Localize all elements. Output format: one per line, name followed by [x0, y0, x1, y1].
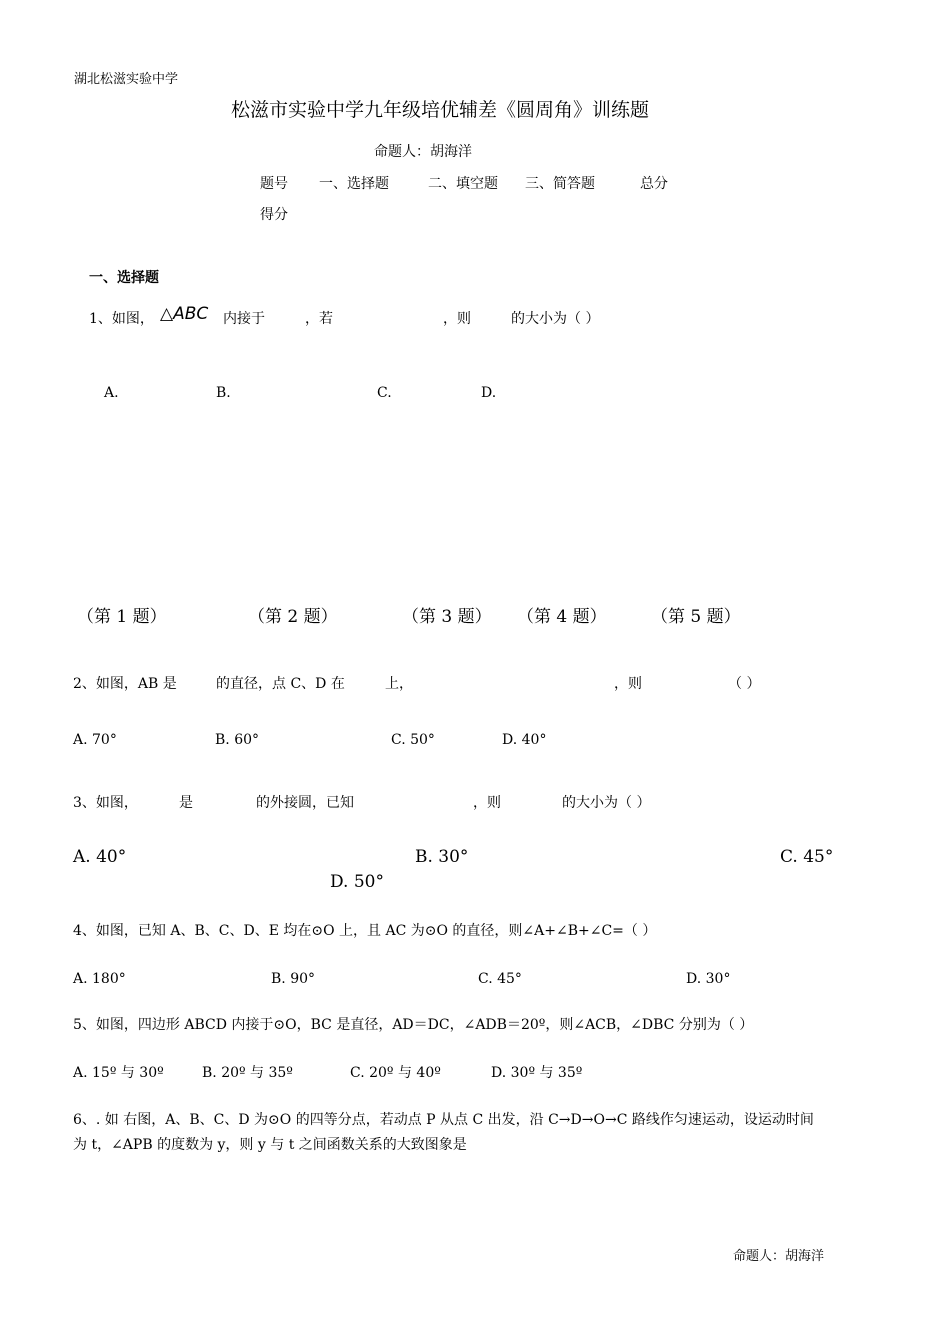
q2-text-4: ，则 — [614, 676, 642, 692]
score-cell-total: 总分 — [640, 176, 668, 192]
q2-option-b: B. 60° — [215, 732, 260, 748]
triangle-abc-formula: △ABC — [160, 304, 209, 324]
footer-author: 命题人：胡海洋 — [733, 1249, 825, 1264]
q4-option-c: C. 45° — [478, 971, 522, 987]
figure-label-4: （第 4 题） — [517, 607, 607, 627]
q2-option-a: A. 70° — [73, 732, 117, 748]
q4-option-d: D. 30° — [686, 971, 731, 987]
figure-label-3: （第 3 题） — [402, 607, 492, 627]
q1-text-2: ，若 — [305, 311, 333, 327]
q4-option-b: B. 90° — [271, 971, 316, 987]
section-title-choice: 一、选择题 — [89, 270, 159, 286]
q2-text-5: （ ） — [728, 676, 761, 692]
q3-option-b: B. 30° — [415, 847, 469, 867]
q1-option-d: D. — [481, 385, 497, 401]
q5-option-d: D. 30º 与 35º — [491, 1065, 583, 1081]
q3-text-1: 3、如图， — [73, 795, 138, 811]
q1-option-a: A. — [104, 385, 119, 401]
score-cell-score: 得分 — [260, 207, 288, 223]
score-cell-section3: 三、简答题 — [525, 176, 595, 192]
q2-text-1: 2、如图，AB 是 — [73, 676, 177, 692]
q4-text: 4、如图，已知 A、B、C、D、E 均在⊙O 上，且 AC 为⊙O 的直径，则∠A+∠B+∠C=（ ） — [73, 923, 657, 939]
figure-label-2: （第 2 题） — [248, 607, 338, 627]
author-line: 命题人：胡海洋 — [374, 144, 472, 160]
q3-option-d: D. 50° — [330, 872, 384, 892]
q2-text-3: 上， — [385, 676, 413, 692]
q5-text: 5、如图，四边形 ABCD 内接于⊙O，BC 是直径，AD＝DC，∠ADB＝20º，则∠ACB，∠DBC 分别为（ ） — [73, 1017, 754, 1033]
q1-prefix: 1、如图， — [89, 311, 154, 327]
q3-text-4: ，则 — [473, 795, 501, 811]
q2-option-d: D. 40° — [502, 732, 547, 748]
q5-option-a: A. 15º 与 30º — [73, 1065, 164, 1081]
figure-label-1: （第 1 题） — [77, 607, 167, 627]
q3-option-a: A. 40° — [73, 847, 127, 867]
q3-text-3: 的外接圆，已知 — [256, 795, 354, 811]
q1-option-c: C. — [377, 385, 392, 401]
q5-option-b: B. 20º 与 35º — [202, 1065, 293, 1081]
q1-option-b: B. — [216, 385, 231, 401]
q6-line-1: 6、. 如 右图，A、B、C、D 为⊙O 的四等分点，若动点 P 从点 C 出发，沿 C→D→O→C 路线作匀速运动，设运动时间 — [73, 1112, 814, 1128]
score-cell-section1: 一、选择题 — [319, 176, 389, 192]
figure-label-5: （第 5 题） — [651, 607, 741, 627]
score-cell-question-no: 题号 — [260, 176, 288, 192]
score-cell-section2: 二、填空题 — [428, 176, 498, 192]
q3-text-5: 的大小为（ ） — [562, 795, 651, 811]
q2-text-2: 的直径，点 C、D 在 — [216, 676, 345, 692]
q1-text-3: ，则 — [443, 311, 471, 327]
q2-option-c: C. 50° — [391, 732, 435, 748]
school-header: 湖北松滋实验中学 — [74, 72, 179, 87]
q1-text-4: 的大小为（ ） — [511, 311, 600, 327]
q3-option-c: C. 45° — [780, 847, 834, 867]
q3-text-2: 是 — [179, 795, 193, 811]
q5-option-c: C. 20º 与 40º — [350, 1065, 441, 1081]
q6-line-2: 为 t，∠APB 的度数为 y，则 y 与 t 之间函数关系的大致图象是 — [73, 1137, 467, 1153]
q1-text-1: 内接于 — [223, 311, 265, 327]
q4-option-a: A. 180° — [73, 971, 126, 987]
page-title: 松滋市实验中学九年级培优辅差《圆周角》训练题 — [231, 99, 650, 121]
